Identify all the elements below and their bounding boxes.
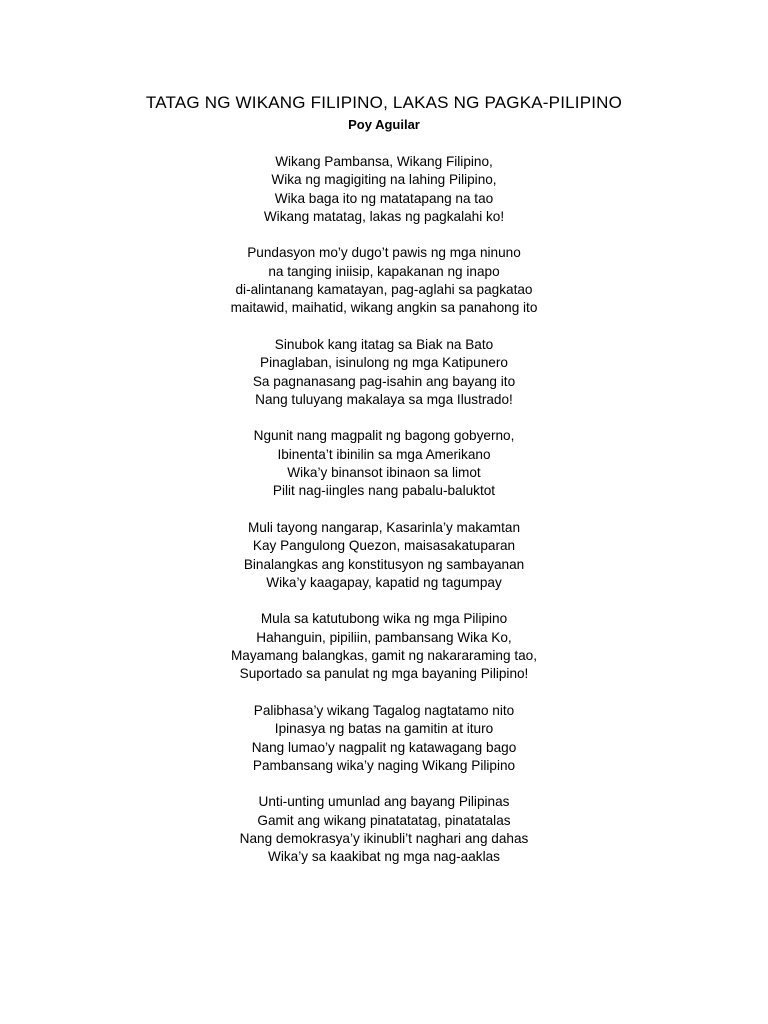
stanza <box>0 519 768 592</box>
poem-line: di-alintanang kamatayan, pag-aglahi sa pagkatao <box>235 282 533 298</box>
stanza <box>0 336 768 409</box>
stanza <box>0 153 768 226</box>
poem-line: Wikang Pambansa, Wikang Filipino, <box>275 154 493 169</box>
stanza <box>0 793 768 866</box>
poem-line: Wika ng magigiting na lahing Pilipino, <box>271 172 497 188</box>
poem-line: Ngunit nang magpalit ng bagong gobyerno, <box>253 428 515 444</box>
poem-author: Poy Aguilar <box>348 117 420 132</box>
poem-line: Mula sa katutubong wika ng mga Pilipino <box>260 611 508 627</box>
poem-line: Palibhasa’y wikang Tagalog nagtatamo nito <box>253 702 515 718</box>
poem-line: Ibinenta’t ibinilin sa mga Amerikano <box>277 446 491 462</box>
poem-line: Wikang matatag, lakas ng pagkalahi ko! <box>263 208 505 224</box>
poem-line: Ipinasya ng batas na gamitin at ituro <box>274 721 494 737</box>
poem-line: Muli tayong nangarap, Kasarinla’y makamtan <box>247 519 521 535</box>
poem-line: Gamit ang wikang pinatatatag, pinatatalas <box>257 812 511 828</box>
poem-line: Sinubok kang itatag sa Biak na Bato <box>274 336 494 352</box>
poem-line: Nang lumao’y nagpalit ng katawagang bago <box>251 739 517 755</box>
poem-line: Pundasyon mo’y dugo’t pawis ng mga ninuno <box>247 245 521 261</box>
poem-line: Unti-unting umunlad ang bayang Pilipinas <box>258 794 510 810</box>
poem-line: Nang tuluyang makalaya sa mga Ilustrado! <box>255 391 513 407</box>
poem-line: Pinaglaban, isinulong ng mga Katipunero <box>260 355 508 371</box>
stanza <box>0 702 768 775</box>
poem-line: Hahanguin, pipiliin, pambansang Wika Ko, <box>256 629 512 645</box>
poem-line: Suportado sa panulat ng mga bayaning Pilipino! <box>239 666 529 682</box>
poem-line: Kay Pangulong Quezon, maisasakatuparan <box>252 538 516 554</box>
poem-line: Mayamang balangkas, gamit ng nakararaming tao, <box>230 648 538 664</box>
poem-body <box>0 153 768 885</box>
poem-title: TATAG NG WIKANG FILIPINO, LAKAS NG PAGKA-PILIPINO <box>145 93 623 112</box>
poem-line: Wika’y binansot ibinaon sa limot <box>287 465 481 481</box>
poem-line: Sa pagnanasang pag-isahin ang bayang ito <box>252 373 516 389</box>
poem-line: Pambansang wika’y naging Wikang Pilipino <box>252 757 516 773</box>
stanza <box>0 610 768 683</box>
poem-line: Pilit nag-iingles nang pabalu-baluktot <box>272 483 496 499</box>
poem-line: Nang demokrasya’y ikinubli’t naghari ang dahas <box>239 830 529 846</box>
poem-line: Binalangkas ang konstitusyon ng sambayanan <box>243 556 525 572</box>
stanza <box>0 244 768 317</box>
poem-line: Wika’y sa kaakibat ng mga nag-aaklas <box>268 849 500 865</box>
poem-line: Wika’y kaagapay, kapatid ng tagumpay <box>266 574 502 590</box>
poem-line: Wika baga ito ng matatapang na tao <box>274 190 494 206</box>
stanza <box>0 427 768 500</box>
poem-line: na tanging iniisip, kapakanan ng inapo <box>268 263 500 279</box>
poem-line: maitawid, maihatid, wikang angkin sa panahong ito <box>230 300 538 316</box>
